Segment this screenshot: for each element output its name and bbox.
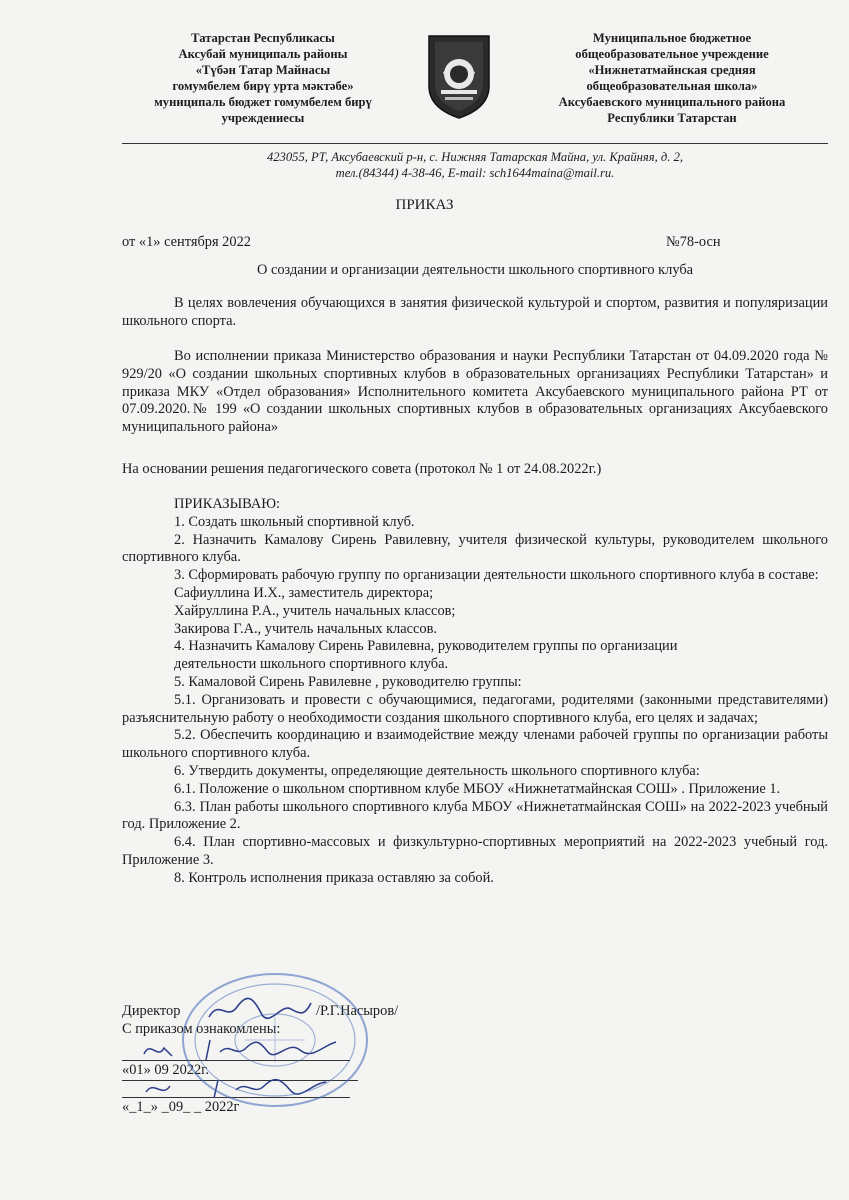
contacts-line: тел.(84344) 4-38-46, E-mail: sch1644maina@mail.ru. — [335, 166, 615, 180]
header-left-line: «Түбән Татар Майнасы — [195, 63, 331, 77]
order-item-2: 2. Назначить Камалову Сирень Равилевну, учителя физической культуры, руководителем школьного спортивного клуба. — [122, 531, 828, 566]
district-emblem-icon — [427, 34, 491, 120]
ack-date-1: «01» 09 2022г. — [122, 1062, 210, 1078]
order-item-5-1: 5.1. Организовать и провести с обучающимися, педагогами, родителями (законными представителями) разъяснительную работу о необходимости создания школьного спортивного клуба, его целях и задачах; — [122, 691, 828, 726]
header-left-line: муниципаль бюджет гомумбелем бирү — [154, 95, 372, 109]
director-label: Директор — [122, 1003, 181, 1019]
group-member: Сафиуллина И.Х., заместитель директора; — [174, 584, 434, 601]
group-member: Закирова Г.А., учитель начальных классов. — [174, 620, 437, 637]
order-items — [122, 496, 828, 888]
order-subject: О создании и организации деятельности школьного спортивного клуба — [256, 262, 694, 278]
header-left-line: учреждениесы — [221, 111, 305, 125]
paragraph-ministry-order: Во исполнении приказа Министерство образования и науки Республики Татарстан от 04.09.2020 года № 929/20 «О создании школьных спортивных клубов в образовательных организациях Республики Татарстан» и приказа МКУ «Отдел образования» Исполнительного комитета Аксубаевского муниципального района РТ от 07.09.2020.№ 199 «О создании школьных спортивных клубов в образовательных организациях Аксубаевского муниципального района» — [122, 348, 828, 436]
order-item-3: 3. Сформировать рабочую группу по организации деятельности школьного спортивного клуба в составе: — [174, 567, 819, 584]
header-divider — [122, 143, 828, 144]
order-item-4: 4. Назначить Камалову Сирень Равилевна, руководителем группы по организации — [174, 638, 678, 655]
order-item-6-1: 6.1. Положение о школьном спортивном клубе МБОУ «Нижнетатмайнская СОШ» . Приложение 1. — [174, 780, 781, 797]
order-word: ПРИКАЗЫВАЮ: — [174, 496, 281, 512]
header-left-line: гомумбелем бирү урта мәктәбе» — [172, 79, 354, 93]
order-item-4-cont: деятельности школьного спортивного клуба. — [174, 656, 449, 673]
order-item-5-2: 5.2. Обеспечить координацию и взаимодействие между членами рабочей группы по организации работы школьного спортивного клуба. — [122, 727, 828, 762]
order-item-6: 6. Утвердить документы, определяющие деятельность школьного спортивного клуба: — [174, 762, 700, 779]
order-item-1: 1. Создать школьный спортивной клуб. — [174, 513, 415, 530]
preamble-paragraph — [122, 295, 828, 331]
header-left-line: Аксубай муниципаль районы — [178, 47, 348, 61]
address-line: 423055, РТ, Аксубаевский р-н, с. Нижняя Татарская Майна, ул. Крайняя, д. 2, — [266, 150, 684, 164]
header-right-line: общеобразовательная школа» — [586, 79, 758, 93]
header-right-line: общеобразовательное учреждение — [575, 47, 769, 61]
order-item-6-4: 6.4. План спортивно-массовых и физкультурно-спортивных мероприятий на 2022-2023 учебный год. Приложение 3. — [122, 834, 828, 868]
ack-date-2: «_1_» _09_ _ 2022г — [122, 1099, 240, 1115]
header-russian-block — [522, 30, 822, 126]
group-member: Хайруллина Р.А., учитель начальных классов; — [174, 602, 456, 619]
order-number: №78-осн — [666, 234, 721, 250]
header-tatar-block — [118, 30, 408, 126]
header-right-line: Муниципальное бюджетное — [592, 31, 752, 45]
acknowledged-label: С приказом ознакомлены: — [122, 1021, 281, 1037]
paragraph-council: На основании решения педагогического совета (протокол № 1 от 24.08.2022г.) — [122, 461, 602, 477]
order-item-5: 5. Камаловой Сирень Равилевне , руководителю группы: — [174, 673, 522, 690]
school-address — [122, 149, 828, 181]
director-name: /Р.Г.Насыров/ — [316, 1003, 399, 1019]
header-left-line: Татарстан Республикасы — [191, 31, 335, 45]
order-item-6-3: 6.3. План работы школьного спортивного клуба МБОУ «Нижнетатмайнская СОШ» на 2022-2023 учебный год. Приложение 2. — [122, 798, 828, 833]
paragraph-goals: В целях вовлечения обучающихся в занятия физической культурой и спортом, развития и популяризации школьного спорта. — [122, 295, 828, 329]
document-title: ПРИКАЗ — [395, 197, 454, 213]
order-date: от «1» сентября 2022 — [122, 234, 251, 250]
header-right-line: Республики Татарстан — [607, 111, 737, 125]
school-stamp-icon — [175, 965, 375, 1115]
basis-paragraph — [122, 348, 828, 437]
header-right-line: «Нижнетатмайнская средняя — [588, 63, 756, 77]
header-right-line: Аксубаевского муниципального района — [558, 95, 786, 109]
council-paragraph — [122, 461, 828, 479]
order-item-8: 8. Контроль исполнения приказа оставляю за собой. — [174, 869, 494, 886]
